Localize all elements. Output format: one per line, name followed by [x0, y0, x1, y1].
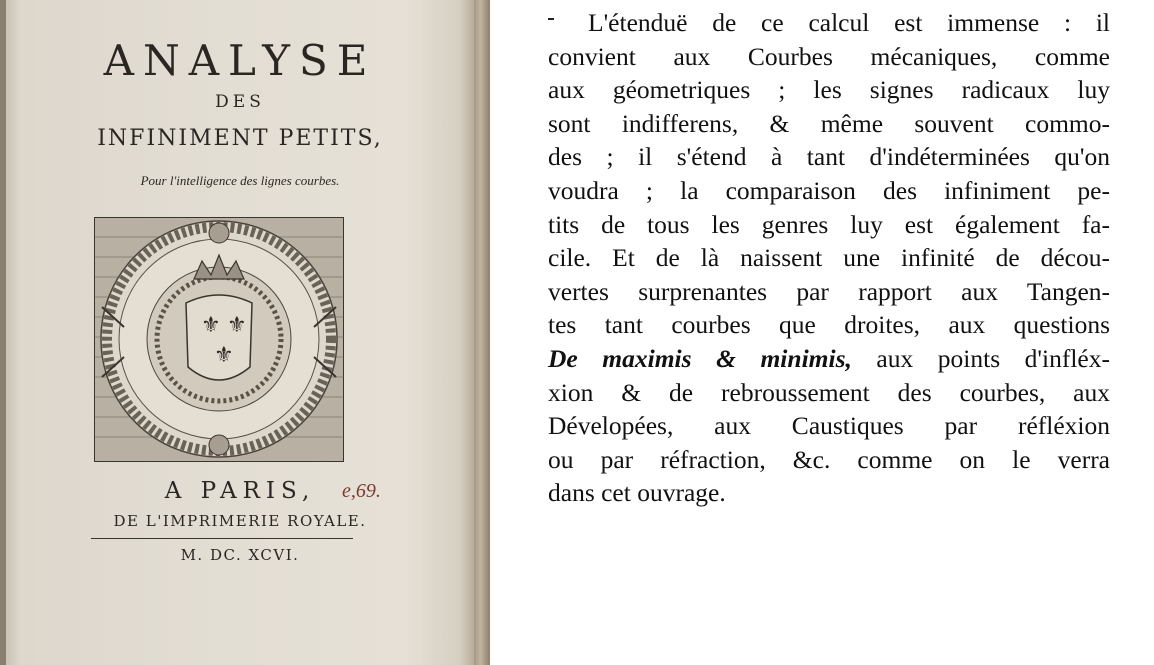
book-title: ANALYSE [103, 36, 377, 85]
book-page-edge [474, 0, 490, 665]
text-line-rest: aux points d'infléx- [851, 343, 1110, 373]
imprint-city-text: A PARIS, [164, 478, 316, 504]
panel-divider [490, 0, 502, 665]
imprint-printer: DE L'IMPRIMERIE ROYALE. [113, 512, 367, 530]
text-line: sont indifferens, & même souvent commo- [548, 108, 1110, 138]
svg-text:⚜: ⚜ [201, 313, 221, 338]
text-excerpt [548, 6, 1110, 510]
text-line: vertes surprenantes par rapport aux Tangen- [548, 276, 1110, 306]
svg-text:⚜: ⚜ [214, 343, 234, 368]
text-line: Dévelopées, aux Caustiques par réfléxion [548, 411, 1110, 441]
text-line: cile. Et de là naissent une infinité de décou- [548, 243, 1110, 273]
imprint-city [6, 478, 474, 504]
imprint-year: M. DC. XCVI. [180, 546, 300, 564]
text-line: dans cet ouvrage. [548, 478, 726, 508]
text-line: ou par réfraction, &c. comme on le verra [548, 444, 1110, 474]
text-line: tes tant courbes que droites, aux questions [548, 310, 1110, 340]
royal-arms-vignette [94, 217, 344, 462]
latin-phrase: De maximis & minimis, [548, 343, 852, 373]
text-line: des ; il s'étend à tant d'indéterminées qu'on [548, 142, 1110, 172]
text-line: xion & de rebroussement des courbes, aux [548, 377, 1110, 407]
text-line-italic [548, 342, 1110, 376]
svg-text:⚜: ⚜ [227, 313, 247, 338]
text-line: L'étenduë de ce calcul est immense : il [588, 8, 1110, 37]
book-title-page [6, 0, 474, 665]
title-des: DES [215, 92, 265, 112]
title-subject: INFINIMENT PETITS, [97, 126, 383, 151]
text-line: convient aux Courbes mécaniques, comme [548, 41, 1110, 71]
handwritten-annotation: e,69. [342, 480, 381, 502]
title-purpose: Pour l'intelligence des lignes courbes. [140, 173, 340, 188]
text-line: aux géometriques ; les signes radicaux luy [548, 75, 1110, 105]
imprint-rule [91, 538, 353, 539]
title-page-photo [0, 0, 490, 665]
text-line: voudra ; la comparaison des infiniment pe- [548, 175, 1110, 205]
text-line: tits de tous les genres luy est également fa- [548, 209, 1110, 239]
